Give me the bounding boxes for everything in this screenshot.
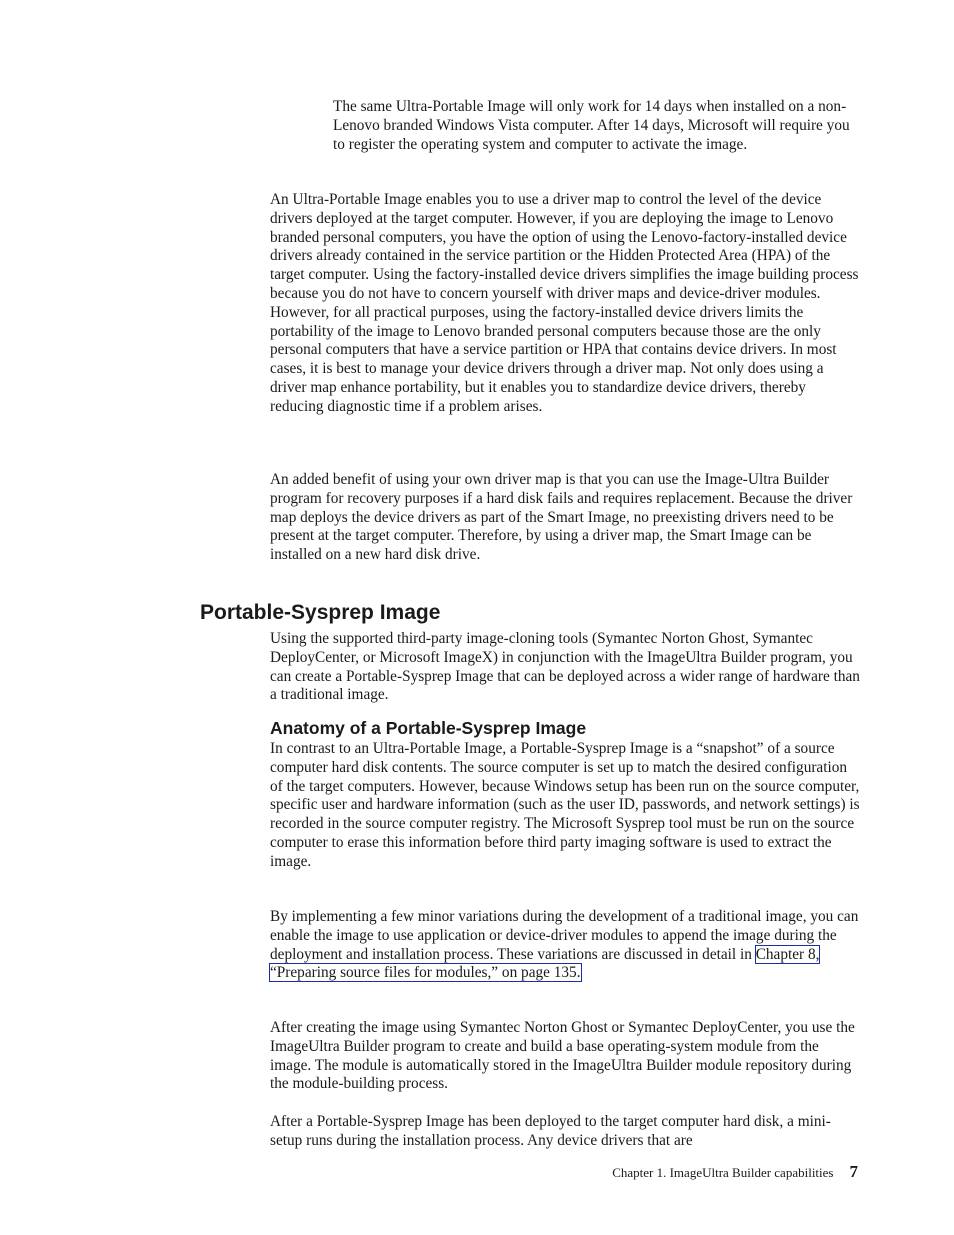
subsection-heading: Anatomy of a Portable-Sysprep Image — [270, 718, 587, 738]
page-number: 7 — [849, 1162, 858, 1181]
section-paragraph-1: Using the supported third-party image-cloning tools (Symantec Norton Ghost, Symantec DeployCenter, or Microsoft ImageX) in conjunction with the ImageUltra Builder program, you can create a Portable-Sysprep Image that can be deployed across a wider range of hardware than a traditional image. — [270, 630, 860, 704]
section-heading: Portable-Sysprep Image — [200, 601, 441, 624]
intro-paragraph-1-block — [270, 191, 860, 417]
footer-chapter-title: Chapter 1. ImageUltra Builder capabilities — [612, 1165, 834, 1180]
subsection-paragraph-4-block — [270, 1113, 860, 1151]
intro-paragraph-2: An added benefit of using your own driver map is that you can use the Image-Ultra Builder program for recovery purposes if a hard disk fails and requires replacement. Because the driver map deploys the device drivers as part of the Smart Image, no preexisting drivers need to be present at the target computer. Therefore, by using a driver map, the Smart Image can be installed on a new hard disk drive. — [270, 471, 853, 564]
subsection-paragraph-1: In contrast to an Ultra-Portable Image, a Portable-Sysprep Image is a “snapshot” of a source computer hard disk contents. The source computer is set up to match the desired configuration of the target computers. However, because Windows setup has been run on the source computer, specific user and hardware information (such as the user ID, passwords, and network settings) is recorded in the source computer registry. The Microsoft Sysprep tool must be run on the source computer to erase this information before third party imaging software is used to extract the image. — [270, 740, 860, 870]
intro-paragraph-1: An Ultra-Portable Image enables you to use a driver map to control the level of the device drivers deployed at the target computer. However, if you are deploying the image to Lenovo branded personal computers, you have the option of using the Lenovo-factory-installed device drivers already contained in the service partition or the Hidden Protected Area (HPA) of the target computer. Using the factory-installed device drivers simplifies the image building process because you do not have to concern yourself with driver maps and device-driver modules. However, for all practical purposes, using the factory-installed device drivers limits the portability of the image to Lenovo branded personal computers because those are the only personal computers that have a service partition or HPA that contains device drivers. In most cases, it is best to manage your device drivers through a driver map. Not only does using a driver map enhance portability, but it enables you to standardize device drivers, thereby reducing diagnostic time if a problem arises. — [270, 191, 859, 415]
note-block — [333, 98, 858, 154]
subsection-paragraph-1-block — [270, 740, 860, 872]
section-paragraph-1-block — [270, 630, 860, 705]
page-footer — [612, 1161, 858, 1184]
paragraph-2-text: By implementing a few minor variations during the development of a traditional image, you can enable the image to use application or device-driver modules to append the image during the deployment and installation process. These variations are discussed in detail in — [270, 908, 859, 963]
subsection-paragraph-2 — [270, 908, 860, 983]
intro-paragraph-2-block — [270, 471, 860, 565]
subsection-paragraph-2-block — [270, 908, 860, 983]
chapter-8-link[interactable]: Chapter 8, “Preparing source files for modules,” on page 135. — [270, 945, 820, 982]
subsection-paragraph-4: After a Portable-Sysprep Image has been deployed to the target computer hard disk, a mini-setup runs during the installation process. Any device drivers that are — [270, 1113, 831, 1149]
subsection-paragraph-3-block — [270, 1019, 860, 1094]
note-text: The same Ultra-Portable Image will only work for 14 days when installed on a non-Lenovo branded Windows Vista computer. After 14 days, Microsoft will require you to register the operating system and computer to activate the image. — [333, 98, 850, 153]
subsection-paragraph-3: After creating the image using Symantec Norton Ghost or Symantec DeployCenter, you use the ImageUltra Builder program to create and build a base operating-system module from the image. The module is automatically stored in the ImageUltra Builder module repository during the module-building process. — [270, 1019, 855, 1093]
